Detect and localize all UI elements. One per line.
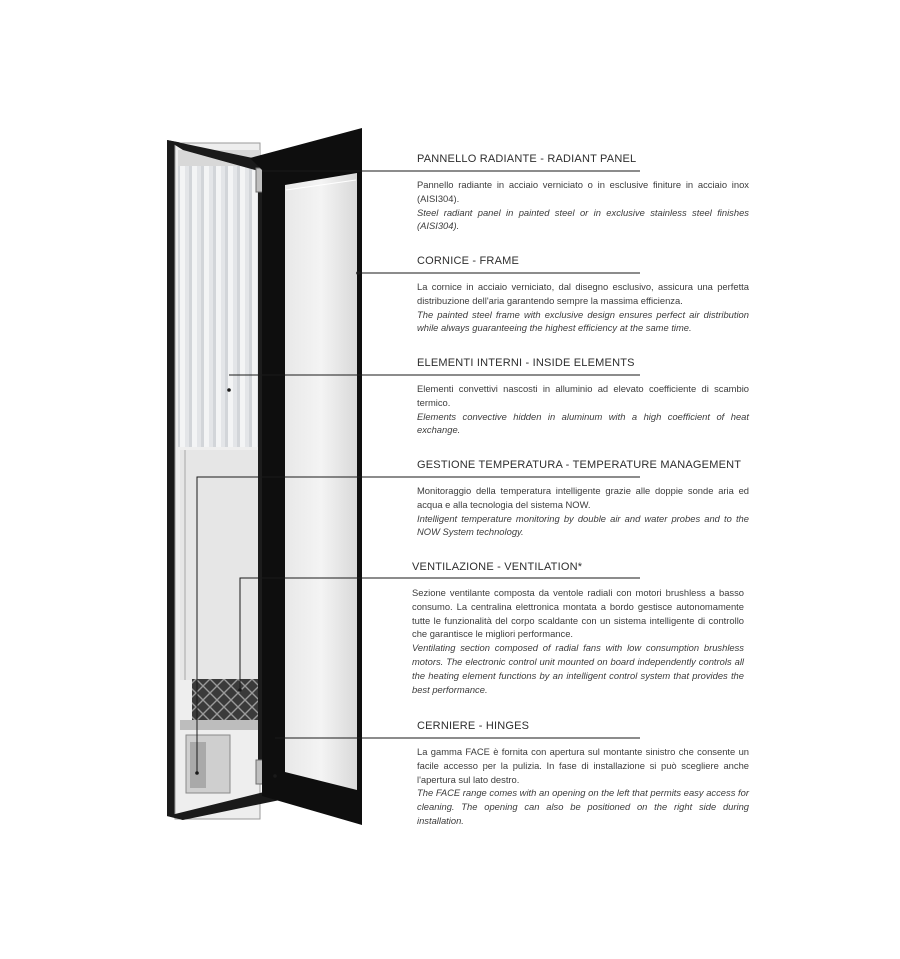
section-text-en: The FACE range comes with an opening on the left that permits easy access for cleaning. The opening can also be positioned on the right side during installation. [417, 787, 749, 826]
section-hinges [417, 719, 749, 828]
section-text-en: The painted steel frame with exclusive design ensures perfect air distribution while always guaranteeing the highest efficiency at the same time. [417, 308, 749, 334]
section-title: CORNICE - FRAME [417, 255, 519, 267]
section-inside-elements [417, 356, 749, 437]
section-title: ELEMENTI INTERNI - INSIDE ELEMENTS [417, 357, 635, 369]
section-temperature-management [417, 458, 749, 539]
section-title: CERNIERE - HINGES [417, 720, 530, 732]
section-text-it: Monitoraggio della temperatura intelligente grazie alle doppie sonde aria ed acqua e alla tecnologia del sistema NOW. [417, 485, 749, 510]
section-text-en: Steel radiant panel in painted steel or in exclusive stainless steel finishes (AISI304). [417, 206, 749, 232]
section-text-it: La gamma FACE è fornita con apertura sul montante sinistro che consente un facile accesso per la pulizia. In fase di installazione si può scegliere anche l'apertura sul lato destro. [417, 746, 749, 785]
section-text-it: Elementi convettivi nascosti in alluminio ad elevato coefficiente di scambio termico. [417, 383, 749, 408]
section-title: VENTILAZIONE - VENTILATION* [412, 561, 583, 573]
section-title: GESTIONE TEMPERATURA - TEMPERATURE MANAGEMENT [417, 459, 742, 471]
section-text-it: La cornice in acciaio verniciato, dal disegno esclusivo, assicura una perfetta distribuzione dell'aria garantendo sempre la massima efficienza. [417, 281, 749, 306]
section-text-en: Elements convective hidden in aluminum with a high coefficient of heat exchange. [417, 410, 749, 436]
section-title: PANNELLO RADIANTE - RADIANT PANEL [417, 153, 637, 165]
section-text-en: Ventilating section composed of radial fans with low consumption brushless motors. The electronic control unit mounted on board independently controls all the heating element functions by an intelligent control system that provides the best performance. [412, 642, 744, 695]
section-frame [417, 254, 749, 335]
section-text-it: Sezione ventilante composta da ventole radiali con motori brushless a basso consumo. La centralina elettronica montata a bordo gestisce autonomamente tutte le funzionalità del corpo scaldante con un sistema intelligente di controllo che garantisce le migliori performance. [412, 587, 744, 640]
section-radiant-panel [417, 152, 749, 233]
section-text-en: Intelligent temperature monitoring by double air and water probes and to the NOW System technology. [417, 512, 749, 538]
section-text-it: Pannello radiante in acciaio verniciato o in esclusive finiture in acciaio inox (AISI304). [417, 179, 749, 204]
section-ventilation [412, 560, 744, 696]
